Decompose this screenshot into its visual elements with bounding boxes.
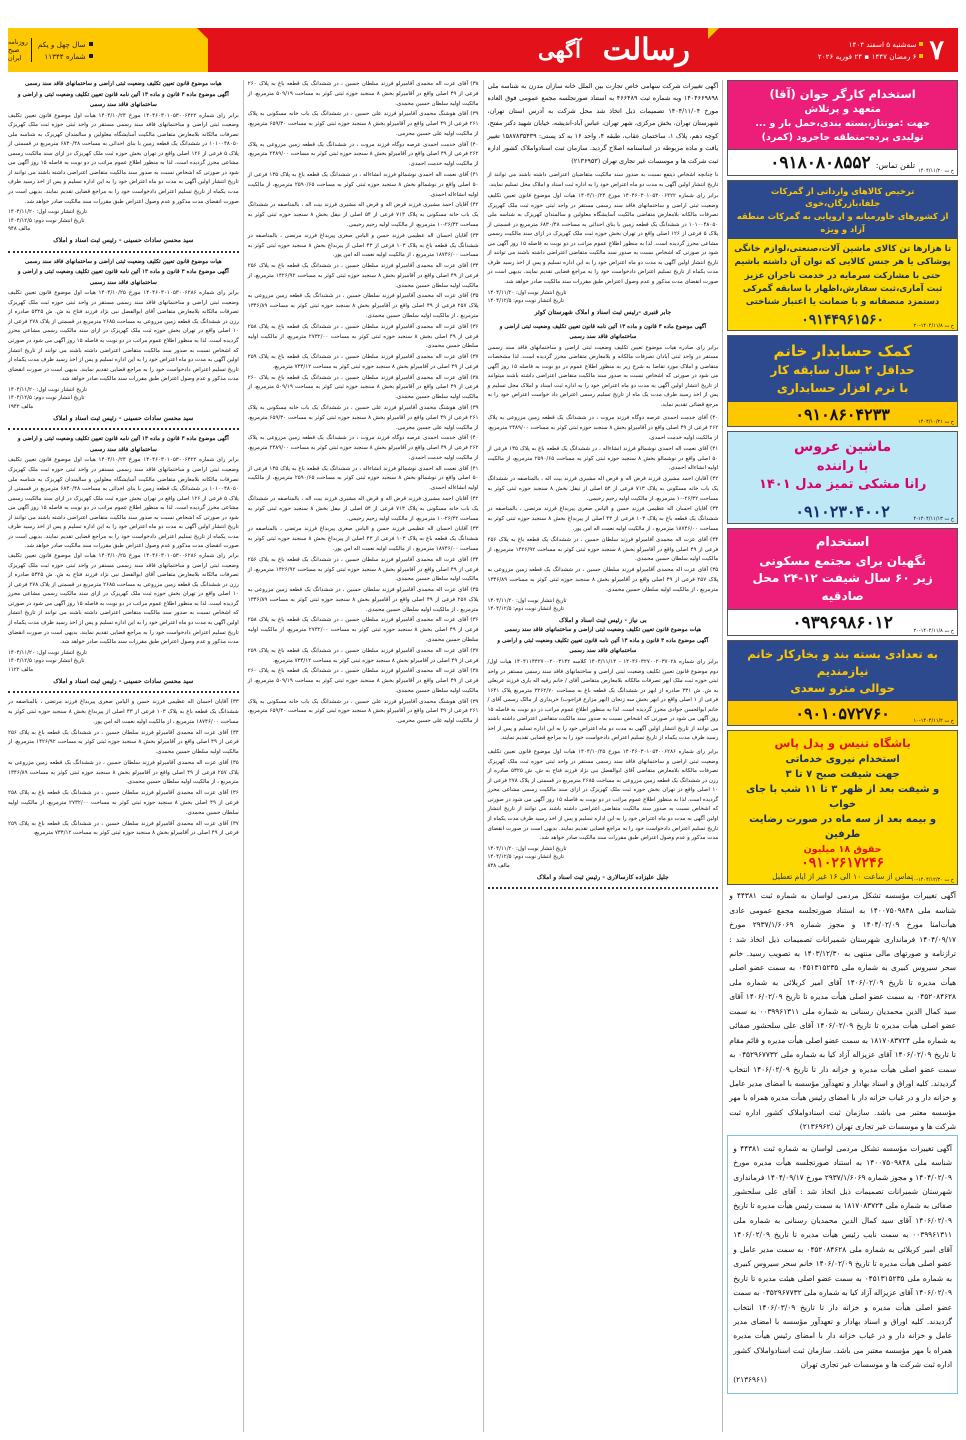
bullet-square-icon xyxy=(89,54,93,58)
ad-line: و شیفت بعد از ظهر ۳ تا ۱۱ شب با جای خواب xyxy=(745,784,940,811)
ad-line: ترخیص کالاهای وارداتی از گمرکات جلفا،بازرگان،خوی xyxy=(770,185,915,209)
ad-line: استخدام نیروی خدماتی xyxy=(785,754,900,766)
intro-note: نا چنانچه اشخاص ذینفع نسبت به صدور سند مالکیت متقاضیان اعتراضی داشته باشند می توانند از تاریخ انتشار اولین آگهی به مدت دو ماه اعتراض خود را به اداره ثبت اسناد و املاک محل تسلیم نمایند. xyxy=(487,172,719,189)
publish-date-first: تاریخ انتشار نوبت اول: ۱۴۰۴/۱۱/۲۰ xyxy=(487,845,567,852)
ad-phone-number[interactable]: ۰۹۱۰۸۶۰۴۲۳۳ xyxy=(795,405,890,425)
list-item: ۳۳) آقایان احسان اله عظیمی فرزند حسن و الیاس صغری پیربداغ فرزند مرتضی ، بالمناصفه در ششدانگ یک قطعه باغ به پلاک ۱۰۳ فرعی از ۴۳ اصلی از پیربداغ بخش ۸ سنجبد حوزه ثبتی کوثر به مساحت ۱۸۷۴۶/۰۰ مترمربع ، از مالکیت اولیه نعمت اله امن پور. xyxy=(247,526,479,552)
notice-code: مالف ۱۱۲۲ xyxy=(8,666,34,673)
notice-code: مالف ۸۳۸ xyxy=(487,862,510,869)
notice-body: برابر رای شماره ۱۴۰۴۶۰۳۲۷۰۰۲۰۳۷۰۲۸ - ۱۴۰۴/۱۱/۱۴ کلاسه ۱۴۰۴۱۱۴۴۲۷۰۰۲۰۰۳۱۴۲ هیات اول/دوم موضوع قانون تعیین تکلیف وضعیت ثبتی اراضی و ساختمانهای فاقد سند رسمی مستقر در واحد ثبتی حوزه ثبت ملک ابهر تصرفات مالکانه بلامعارض متقاضی آقای / خانم رقیه اله یاری فرزند عربعلی به ش. ش ۳۳۱ صادره از ابهر در ششدانگ یک قطعه باغ به مساحت ۳۲۶۲/۷۰ مترمربع پلاک ۱۶۴۱ فرعی از ۱ اصلی واقع در ابهر بخش سه زنجان (ابهر مزارع قراجوب) خریداری از مالک رسمی آقای / خانم ابوالحسن جوادی محرز گردیده است. لذا به منظور اطلاع عموم مراتب در دو نوبت به فاصله ۱۵ روز آگهی می شود در صورتی که اشخاص نسبت به صدور سند مالکیت متقاضی اعتراضی داشته باشند می توانند از تاریخ انتشار اولین آگهی به مدت دو ماه اعتراض خود را به این اداره تسلیم و پس از اخذ رسید ظرف مدت یکماه از تاریخ تسلیم اعتراض دادخواست خود را به مراجع قضایی تقدیم نمایند. xyxy=(487,658,719,742)
ad-line: حتی با مشارکت سرمایه در خدمت تاجران عزیز xyxy=(744,270,941,281)
ad-phone-number[interactable]: ۰۹۱۰۲۳۰۴۰۰۲ xyxy=(795,502,890,522)
ad-line: دستمزد منصفانه و با ضمانت یا اعتبار شناختی xyxy=(745,297,940,308)
list-item: ۳۷) آقای عزت اله محمدی آقامیرلو فرزند سلطان حسین ، در ششدانگ یک قطعه باغ به پلاک ۲۵۹ فرعی از ۴۹ اصلی در آقامیرلو بخش ۸ سنجبد حوزه ثبتی کوثر به مساحت ۷۳۴/۱۲ مترمربع، xyxy=(247,354,479,370)
newspaper-logo: رسالت xyxy=(602,32,690,68)
page-number: ۷ xyxy=(929,34,944,66)
notice-title-2: آگهی موضوع ماده ۳ قانون و ماده ۱۳ آئین نامه قانون تعیین تکلیف وضعیت ثبتی و اراضی و xyxy=(497,637,709,644)
legal-notice-lavasan-2 xyxy=(727,1135,958,1394)
publish-date-first: تاریخ انتشار نوبت اول: ۱۴۰۴/۱۱/۲۰ xyxy=(8,209,87,216)
ad-line: با نرم افزار حسابداری xyxy=(776,380,909,395)
notice-title-b: ساختمانهای فاقد سند رسمی xyxy=(569,334,637,341)
corner-triangle-icon xyxy=(708,28,719,39)
ad-phone-band[interactable] xyxy=(728,401,957,426)
phone-label: تلفن تماس: xyxy=(875,160,916,170)
list-item: ۴۰) آقای خدمت احمدی عرصه دوگاه فرزند مروت ، در ششدانگ یک قطعه زمین مزروعی به پلاک ۲۶۲ فرعی از ۴۹ اصلی واقع در آقامیرلو بخش ۸ سنجبد حوزه ثبتی کوثر به مساحت ۲۴۸۹/۰۰ مترمربع، از مالکیت اولیه خدمت احمدی. xyxy=(247,435,479,461)
issue-number: شماره ۱۱۳۴۴ xyxy=(44,51,86,61)
masthead-left-date-block xyxy=(708,28,958,72)
ad-employment-young-worker[interactable] xyxy=(727,80,958,176)
notice-signature: سید محسن سادات حسینی - رئیس ثبت اسناد و املاک xyxy=(53,237,194,245)
ad-wedding-car-rental[interactable] xyxy=(727,431,958,524)
list-item: ۳۹) آقای هوشنگ محمدی آقامیرلو فرزند علی حسین ، در ششدانگ یک باب خانه مسکونی به پلاک ۲۶۱ فرعی از ۴۹ اصلی واقع در آقامیرلو بخش ۸ سنجبد حوزه ثبتی کوثر به مساحت ۶۵۹/۳۰ مترمربع، از مالکیت اولیه علی حسین محرمی. xyxy=(247,111,479,137)
list-item: ۳۸) آقای عزت اله محمدی آقامیرلو فرزند سلطان حسین ، در ششدانگ یک قطعه باغ به پلاک ۲۶۰ فرعی از ۴۹ اصلی واقع در آقامیرلو بخش ۸ سنجبد حوزه ثبتی کوثر به مساحت ۵۰۹/۱۹ مترمربع، از مالکیت اولیه سلطان حسین محمدی. xyxy=(247,374,479,401)
deed-notice xyxy=(488,748,719,883)
ad-body-band xyxy=(728,239,957,330)
date-lunar-row xyxy=(818,52,924,61)
ad-title: به تعدادی بسته بند و بخارکار خانم نیازمندیم xyxy=(747,647,938,678)
year-row xyxy=(38,40,93,49)
ad-line: متعهد و پرتلاش xyxy=(804,103,881,115)
ad-phone-band[interactable] xyxy=(728,700,957,725)
notice-body-cont: برابر رای شماره ۱۴۰۴۶۰۳۰۱۰۵۳۰۰۶۲۸۶ مورخ ۱۴۰۴/۱۰/۲۵ هیات اول موضوع قانون تعیین تکلیف وضعیت ثبتی اراضی و ساختمانهای فاقد سند رسمی مستقر در واحد ثبتی حوزه ثبت ملک کهریزک تصرفات مالکانه بلامعارض متقاضی آقای ابوالفضل نبی نژاد فرزند فتاح به ش. ش ۵۳۲۵ صادره از رزن در ششدانگ یک قطعه زمین مزروعی به مساحت ۲۶۸۵ مترمربع در قسمتی از پلاک ۲۷۸ فرعی از ۱۰ اصلی واقع در تهران بخش حوزه ثبت ملک کهریزک در ازای سند مالکیت رسمی مشاعی محرز گردیده است. لذا به منظور اطلاع عموم مراتب در دو نوبت به فاصله ۱۵ روز آگهی می شود در صورتی که اشخاص نسبت به صدور سند مالکیت متقاضی اعتراضی داشته باشند می توانند از تاریخ انتشار اولین آگهی به مدت دو ماه اعتراض خود را به این اداره تسلیم و پس از اخذ رسید ظرف مدت یکماه از تاریخ تسلیم اعتراض دادخواست خود را به مراجع قضایی تقدیم نمایند. بدیهی است در صورت انقضای مدت مذکور و عدم وصول اعتراض طبق مقررات سند مالکیت صادر خواهد شد. xyxy=(8,553,239,646)
deed-notice xyxy=(8,435,239,687)
publish-date-first: تاریخ انتشار نوبت اول: ۱۴۰۴/۱۱/۲۰ xyxy=(487,289,567,296)
list-item: ۳۵) آقای عزت اله محمدی آقامیرلو فرزند سلطان حسین ، در ششدانگ یک قطعه زمین مزروعی به پلاک ۲۵۷ فرعی از ۴۹ اصلی واقع در آقامیرلو بخش ۸ سنجبد حوزه ثبتی کوثر به مساحت ۱۳۴۶/۸۹ مترمربع ، از مالکیت اولیه سلطان حسین محمدی. xyxy=(8,759,239,786)
ad-tennis-padel-club[interactable] xyxy=(727,730,958,885)
ad-reference-code: خ ت ۱۴۰۴/۱۱/۱۳-۴ xyxy=(913,516,954,523)
ad-packers-and-ironers[interactable] xyxy=(727,640,958,726)
ad-line: و بیمه بعد از سه ماه در صورت رضایت طرفین xyxy=(749,814,937,841)
deed-notice xyxy=(488,597,719,745)
notice-title-2: آگهی موضوع ماده ۳ قانون و ماده ۱۳ آئین نامه قانون تعیین تکلیف وضعیت ثبتی و اراضی و xyxy=(17,436,229,443)
paper-descriptor xyxy=(8,38,32,62)
publish-date-first: تاریخ انتشار نوبت اول: ۱۴۰۴/۱۱/۲۰ xyxy=(8,386,87,393)
numbered-entry-list xyxy=(248,80,479,727)
ad-line: حوالی مترو سعدی xyxy=(790,680,895,695)
publish-date-first: تاریخ انتشار نوبت اول: ۱۴۰۴/۱۱/۲۰ xyxy=(8,649,87,656)
list-item: ۴۲) آقایان احمد مشیری فرزند قرض اله و قرض اله مشیری فرزند بیت اله ، بالمناصفه در ششدانگ یک باب خانه مسکونی به پلاک ۷۱۳ فرعی از ۵۴ اصلی از نیفل بخش ۸ سنجبد حوزه ثبتی کوثر به مساحت ۲۶/۳۲-۱۰ مترمربع، از مالکیت اولیه رحیم رحیمی. xyxy=(247,202,479,228)
list-item: ۳۶) آقای عزت اله محمدی آقامیرلو فرزند سلطان حسین ، در ششدانگ یک قطعه باغ به پلاک ۲۵۸ فرعی از ۴۹ اصلی بخش ۸ سنجبد حوزه ثبتی کوثر به مساحت ۲۷۳۲/۰۰ مترمربع، از مالکیت اولیه سلطان حسین محمدی. xyxy=(8,790,239,816)
list-item: ۳۹) آقای هوشنگ محمدی آقامیرلو فرزند علی حسین ، در ششدانگ یک باب خانه مسکونی به پلاک ۲۶۱ فرعی از ۴۹ اصلی واقع در آقامیرلو بخش ۸ سنجبد حوزه ثبتی کوثر به مساحت ۶۵۹/۳۰ مترمربع، از مالکیت اولیه علی حسین محرمی. xyxy=(247,698,479,725)
deed-notice xyxy=(488,192,719,319)
notice-body: برابر رای شماره ۱۴۰۴۶۰۳۰۱۰۵۳۰۰۶۲۸۶ مورخ ۱۴۰۴/۱۰/۲۵ هیات اول موضوع قانون تعیین تکلیف وضعیت ثبتی اراضی و ساختمانهای فاقد سند رسمی مستقر در واحد ثبتی حوزه ثبت ملک کهریزک تصرفات مالکانه بلامعارض متقاضی آقای ابوالفضل نبی نژاد فرزند فتاح به ش. ش ۵۳۲۵ صادره از رزن در ششدانگ یک قطعه زمین مزروعی به مساحت ۲۶۸۵ مترمربع در قسمتی از پلاک ۲۷۸ فرعی از ۱۰ اصلی واقع در تهران بخش حوزه ثبت ملک کهریزک در ازای سند مالکیت رسمی مشاعی محرز گردیده است. لذا به منظور اطلاع عموم مراتب در دو نوبت به فاصله ۱۵ روز آگهی می شود در صورتی که اشخاص نسبت به صدور سند مالکیت متقاضی اعتراضی داشته باشند می توانند از تاریخ انتشار اولین آگهی به مدت دو ماه اعتراض خود را به این اداره تسلیم و پس از اخذ رسید ظرف مدت یکماه از تاریخ تسلیم اعتراض دادخواست خود را به مراجع قضایی تقدیم نمایند. بدیهی است در صورت انقضای مدت مذکور و عدم وصول اعتراض طبق مقررات سند مالکیت صادر خواهد شد. xyxy=(8,290,239,383)
notice-signature-kosar: جابر قنبری -رئیس ثبت اسناد و املاک شهرستان کوثر xyxy=(534,308,672,316)
notice-title-3: ساختمانهای فاقد سند رسمی xyxy=(569,648,637,655)
ad-line: جهت شیفت صبح ۷ تا ۳ xyxy=(785,769,900,781)
ad-title: باشگاه تنیس و پدل پاس xyxy=(774,736,911,751)
ad-customs-clearance[interactable] xyxy=(727,180,958,331)
ad-reference-code: خ ت ۱۴۰۴/۱۰/۲۱ xyxy=(918,419,954,426)
ad-reference-code: خ ت ۱۴۰۴/۱۱/۸-۲۰ xyxy=(913,322,954,329)
list-item: ۳۷) آقای عزت اله محمدی آقامیرلو فرزند سلطان حسین ، در ششدانگ یک قطعه باغ به پلاک ۲۵۹ فرعی از ۴۹ اصلی در آقامیرلو بخش ۸ سنجبد حوزه ثبتی کوثر به مساحت ۷۳۴/۱۲ مترمربع، xyxy=(247,647,479,664)
ad-line: جهت :مونتاژ،بسته بندی،حمل بار و ... xyxy=(755,118,930,130)
notice-title-2: آگهی موضوع ماده ۳ قانون و ماده ۱۳ آئین نامه قانون تعیین تکلیف وضعیت ثبتی و اراضی و xyxy=(17,91,229,98)
ad-header-band xyxy=(728,181,957,239)
column-rule xyxy=(483,80,484,1432)
ad-reference-code: خ ت ۱۴۰۴/۱۲/۳۰-۱۰ xyxy=(910,877,954,884)
ad-phone-number[interactable]: ۰۹۰۱۰۵۷۲۷۶۰ xyxy=(795,704,890,724)
notice-title-1: هیات موضوع قانون تعیین تکلیف وضعیت ثبتی اراضی و ساختمانهای فاقد سند رسمی xyxy=(24,258,222,265)
ad-reference-code: خ ت ۱۴۰۴/۱۱/۲-۱۰ xyxy=(913,718,954,725)
notice-body: برابر رای شماره ۱۴۰۴۶۰۳۰۱۰۵۳۰۰۶۴۲۲ مورخ ۱۴۰۴/۱۰/۲۴ هیات اول موضوع قانون تعیین تکلیف وضعیت ثبتی اراضی و ساختمانهای فاقد سند رسمی مستقر در واحد ثبتی حوزه ثبت ملک کهریزک تصرفات مالکانه بلامعارض متقاضی مالکیت آسایشگاه معلولین و سالمندان کهریزک به شناسه ملی ۱۰۱۰۰۴۸۰۵۰ در ششدانگ یک قطعه زمین با بنای احداثی به مساحت ۶۸۳۰/۴۸ مترمربع در قسمتی از پلاک ۵ فرعی از ۱۲۶ اصلی واقع در تهران بخش حوزه ثبت ملک کهریزک در ازای سند مالکیت رسمی مشاعی محرز گردیده است. لذا به منظور اطلاع عموم مراتب در دو نوبت به فاصله ۱۵ روز آگهی می شود در صورتی که اشخاص نسبت به صدور سند مالکیت متقاضی اعتراضی داشته باشند می توانند از تاریخ انتشار اولین آگهی به مدت دو ماه اعتراض خود را به این اداره تسلیم و پس از اخذ رسید ظرف مدت یکماه از تاریخ تسلیم اعتراض دادخواست خود را به مراجع قضایی تقدیم نمایند. بدیهی است در صورت انقضای مدت مذکور و عدم وصول اعتراض طبق مقررات سند مالکیت صادر خواهد شد. xyxy=(8,112,239,205)
column-deed-notices-right xyxy=(8,80,239,1432)
ad-phone-number[interactable]: ۰۹۳۹۶۹۸۶۰۱۲ xyxy=(792,613,893,634)
list-item: ۳۹) آقای هوشنگ محمدی آقامیرلو فرزند علی حسین ، در ششدانگ یک باب خانه مسکونی به پلاک ۲۶۱ فرعی از ۴۹ اصلی واقع در آقامیرلو بخش ۸ سنجبد حوزه ثبتی کوثر به مساحت ۶۵۹/۳۰ مترمربع، از مالکیت اولیه علی حسین محرمی. xyxy=(247,405,479,431)
column-rule xyxy=(243,80,244,1432)
ad-employment-security-guard[interactable] xyxy=(727,528,958,636)
notice-title-a: آگهی موضوع ماده ۳ قانون و ماده ۱۳ آئین نامه قانون تعیین تکلیف وضعیت ثبتی اراضی و xyxy=(499,323,707,330)
publish-date-second: تاریخ انتشار نوبت دوم: ۱۴۰۴/۱۲/۵ xyxy=(487,606,564,613)
publish-date-second: تاریخ انتشار نوبت دوم: ۱۴۰۴/۱۲/۵ xyxy=(487,854,564,861)
list-item: ۴۱) آقای نعمت اله احمدی نوشمالو فرزند انشاءاله ، در ششدانگ یک قطعه باغ به پلاک ۱۳۵ فرعی از ۵۰ اصلی واقع در نوشمالو بخش ۸ سنجبد حوزه ثبتی کوثر به مساحت ۲۵۹۰/۶۵ مترمربع، از مالکیت اولیه انشاءاله احمدی. xyxy=(247,465,479,492)
publish-date-first: تاریخ انتشار نوبت اول: ۱۴۰۴/۱۱/۲۰ xyxy=(487,597,567,604)
column-numbered-entries xyxy=(248,80,479,1432)
list-item: ۳۴) آقای عزت اله محمدی آقامیرلو فرزند سلطان حسین ، در ششدانگ یک قطعه باغ به پلاک ۲۵۶ فرعی از ۴۹ اصلی واقع در آقامیرلو بخش ۸ سنجبد حوزه ثبتی کوثر به مساحت ۱۴۲۶/۹۲ مترمربع، از مالکیت اولیه سلطان حسین محمدی. xyxy=(487,536,719,563)
notice-body: برابر رای شماره ۱۴۰۴۶۰۳۰۱۰۵۳۰۰۶۲۸۶ مورخ ۱۴۰۴/۱۰/۲۵ هیات اول موضوع قانون تعیین تکلیف وضعیت ثبتی اراضی و ساختمانهای فاقد سند رسمی مستقر در واحد ثبتی حوزه ثبت ملک کهریزک تصرفات مالکانه بلامعارض متقاضی آقای ابوالفضل نبی نژاد فرزند فتاح به ش. ش ۵۳۲۵ صادره از رزن در ششدانگ یک قطعه زمین مزروعی به مساحت ۲۶۸۵ مترمربع در قسمتی از پلاک ۲۷۸ فرعی از ۱۰ اصلی واقع در تهران بخش حوزه ثبت ملک کهریزک در ازای سند مالکیت رسمی مشاعی محرز گردیده است. لذا به منظور اطلاع عموم مراتب در دو نوبت به فاصله ۱۵ روز آگهی می شود در صورتی که اشخاص نسبت به صدور سند مالکیت متقاضی اعتراضی داشته باشند می توانند از تاریخ انتشار اولین آگهی به مدت دو ماه اعتراض خود را به این اداره تسلیم و پس از اخذ رسید ظرف مدت یکماه از تاریخ تسلیم اعتراض دادخواست خود را به مراجع قضایی تقدیم نمایند. بدیهی است در صورت انقضای مدت مذکور و عدم وصول اعتراض طبق مقررات سند مالکیت صادر خواهد شد. xyxy=(487,749,719,842)
content-columns xyxy=(8,80,958,1432)
ad-title: کمک حسابدار خانم xyxy=(773,341,912,360)
ad-assistant-accountant[interactable] xyxy=(727,335,958,428)
bullet-square-icon xyxy=(919,54,923,58)
list-item: ۳۸) آقای عزت اله محمدی آقامیرلو فرزند سلطان حسین ، در ششدانگ یک قطعه باغ به پلاک ۲۶۰ فرعی از ۴۹ اصلی واقع در آقامیرلو بخش ۸ سنجبد حوزه ثبتی کوثر به مساحت ۵۰۹/۱۹ مترمربع، از مالکیت اولیه سلطان حسین محمدی. xyxy=(247,81,479,107)
notice-title-1: هیات موضوع قانون تعیین تکلیف وضعیت ثبتی اراضی و ساختمانهای فاقد سند رسمی xyxy=(504,627,702,634)
ad-line: تا هزارها تن کالای ماشین آلات،صنعتی،لوازم خانگی xyxy=(734,244,952,255)
notice-title-3: ساختمانهای فاقد سند رسمی xyxy=(89,279,157,286)
ad-line: ثبت آماری،ثبت سفارش،اظهار با سابقه گمرکی xyxy=(742,284,943,295)
deed-notice xyxy=(8,80,239,247)
list-item: ۳۳) آقایان احسان اله عظیمی فرزند حسن و الیاس صغری پیربداغ فرزند مرتضی ، بالمناصفه در ششدانگ یک قطعه باغ به پلاک ۱۰۳ فرعی از ۴۳ اصلی از پیربداغ بخش ۸ سنجبد حوزه ثبتی کوثر به مساحت ۱۸۷۴۶/۰۰ مترمربع ، از مالکیت اولیه نعمت اله امن پور. xyxy=(487,506,719,533)
column-rule xyxy=(722,80,723,1432)
corner-triangle-icon xyxy=(197,28,208,39)
paper-line-2: صبح xyxy=(8,46,20,54)
ad-reference-code: خ ت ۱۴۰۴/۱۱/۲۰ xyxy=(918,167,954,174)
masthead-meta xyxy=(38,40,93,61)
ad-phone-band[interactable] xyxy=(728,149,957,175)
notice-code: مالف ۱۹۴۲ xyxy=(8,404,34,411)
list-item: ۳۶) آقای عزت اله محمدی آقامیرلو فرزند سلطان حسین ، در ششدانگ یک قطعه باغ به پلاک ۲۵۸ فرعی از ۴۹ اصلی بخش ۸ سنجبد حوزه ثبتی کوثر به مساحت ۲۷۳۲/۰۰ مترمربع، از مالکیت اولیه سلطان حسین محمدی. xyxy=(247,617,479,643)
publish-date-second: تاریخ انتشار نوبت دوم: ۱۴۰۴/۱۲/۵ xyxy=(8,217,85,224)
publish-date-second: تاریخ انتشار نوبت دوم: ۱۴۰۴/۱۲/۵ xyxy=(8,658,85,665)
list-item: ۴۰) آقای خدمت احمدی عرصه دوگاه فرزند مروت ، در ششدانگ یک قطعه زمین مزروعی به پلاک ۲۶۲ فرعی از ۴۹ اصلی واقع در آقامیرلو بخش ۸ سنجبد حوزه ثبتی کوثر به مساحت ۲۴۸۹/۰۰ مترمربع، از مالکیت اولیه خدمت احمدی. xyxy=(247,141,479,168)
numbered-entry-list xyxy=(8,698,239,839)
list-item: ۴۲) آقایان احمد مشیری فرزند قرض اله و قرض اله مشیری فرزند بیت اله ، بالمناصفه در ششدانگ یک باب خانه مسکونی به پلاک ۷۱۳ فرعی از ۵۴ اصلی از نیفل بخش ۸ سنجبد حوزه ثبتی کوثر به مساحت ۲۶/۳۲-۱۰ مترمربع، از مالکیت اولیه رحیم رحیمی. xyxy=(247,496,479,522)
date-solar-row xyxy=(818,40,924,49)
ad-phone-number[interactable]: ۰۹۱۴۴۹۶۱۵۶۰ xyxy=(801,311,884,328)
ad-title: استخدام xyxy=(815,535,870,551)
bullet-square-icon xyxy=(919,42,923,46)
notice-title-3: ساختمانهای فاقد سند رسمی xyxy=(89,446,157,453)
list-item: ۳۸) آقای عزت اله محمدی آقامیرلو فرزند سلطان حسین ، در ششدانگ یک قطعه باغ به پلاک ۲۶۰ فرعی از ۴۹ اصلی واقع در آقامیرلو بخش ۸ سنجبد حوزه ثبتی کوثر به مساحت ۵۰۹/۱۹ مترمربع، از مالکیت اولیه سلطان حسین محمدی. xyxy=(247,668,479,694)
list-item: ۳۶) آقای عزت اله محمدی آقامیرلو فرزند سلطان حسین ، در ششدانگ یک قطعه باغ به پلاک ۲۵۸ فرعی از ۴۹ اصلی بخش ۸ سنجبد حوزه ثبتی کوثر به مساحت ۲۷۳۲/۰۰ مترمربع، از مالکیت اولیه سلطان حسین محمدی. xyxy=(247,323,479,350)
section-title: آگهی xyxy=(538,37,582,63)
ad-line: حداقل ۲ سال سابقه کار xyxy=(770,363,915,378)
ad-line: از کشورهای خاورمیانه و اروپایی به گمرکات منطقه آزاد و ویژه xyxy=(736,210,949,234)
section-divider xyxy=(8,251,239,253)
ad-phone-band[interactable] xyxy=(728,499,957,523)
ad-salary: حقوق ۱۸ میلیون xyxy=(803,844,882,856)
notice-signature-zanjan: جلیل علیزاده کارسالاری - رئیس ثبت اسناد و املاک xyxy=(536,873,669,881)
kosar-deed-notice xyxy=(488,323,719,411)
notice-title-3: ساختمانهای فاقد سند رسمی xyxy=(89,102,157,108)
section-divider xyxy=(8,691,239,693)
notice-reference: (۲۱۳۶۹۶۲) xyxy=(799,1122,834,1132)
ad-line: پوشاکی یا هر جنس کالایی که توان آن داشته باشیم xyxy=(734,257,951,268)
issue-row xyxy=(38,52,93,61)
publication-year: سال چهل و یکم xyxy=(37,39,86,49)
list-item: ۳۴) آقای عزت اله محمدی آقامیرلو فرزند سلطان حسین ، در ششدانگ یک قطعه باغ به پلاک ۲۵۶ فرعی از ۴۹ اصلی واقع در آقامیرلو بخش ۸ سنجبد حوزه ثبتی کوثر به مساحت ۱۴۲۶/۹۲ مترمربع، از مالکیت اولیه سلطان حسین محمدی. xyxy=(247,263,479,289)
ad-phone-band[interactable] xyxy=(728,609,957,635)
notice-body: آگهی تغییرات مؤسسه تشکل مردمی لواسان به شماره ثبت ۴۴۳۸۱ و شناسه ملی ۱۴۰۰۷۵۰۹۸۴۸ به استناد صورتجلسه هیأت مدیره مورخ ۱۴۰۴/۰۲/۰۹ و مجوز شماره ۲۹۳۷/۱/۶۰۶۹ مورخ ۱۴۰۴/۰۹/۱۷ فرمانداری شهرستان شمیرانات تصمیمات ذیل اتخاذ شد : آقای علی سلحشور صفائی به شماره ملی ۱۸۱۷۰۸۳۷۲۴ به سمت رئیس هیأت مدیره تا تاریخ ۱۴۰۶/۰۲/۰۹ آقای سید کمال الدین محمدیان رسنانی به شماره ملی ۰۰۳۹۹۶۱۳۱۱ به سمت نایب رئیس هیأت مدیره تا تاریخ ۱۴۰۶/۰۲/۰۹ آقای امیر کربلائی به شماره ملی ۰۴۵۲۰۸۴۶۲۸ به سمت مدیر عامل و عضو اصلی هیأت مدیره تا تاریخ ۱۴۰۶/۰۲/۰۹ خانم سحر سیروس کبیری به شماره ملی ۰۴۵۱۳۱۵۲۳۵ به سمت عضو اصلی هیئت مدیره تا تاریخ ۱۴۰۶/۰۲/۰۹ آقای عزیزاله آزاد کیا به شماره ملی ۰۴۵۲۹۶۷۷۳۲ به سمت عضو اصلی هیأت مدیره و خزانه دار تا تاریخ ۱۴۰۶/۰۳/۰۹ انتخاب گردیدند. کلیه اوراق و اسناد بهادار و تعهدآور مؤسسه با امضای مدیر عامل و خزانه دار و در غیاب خزانه دار با امضای رئیس هیأت مدیره همراه با مهر مؤسسه معتبر می باشد. سازمان ثبت اسنادواملاک کشور اداره ثبت شرکت ها و موسسات غیر تجاری تهران xyxy=(733,1143,953,1370)
list-item: ۳۴) آقای عزت اله محمدی آقامیرلو فرزند سلطان حسین ، در ششدانگ یک قطعه باغ به پلاک ۲۵۶ فرعی از ۴۹ اصلی واقع در آقامیرلو بخش ۸ سنجبد حوزه ثبتی کوثر به مساحت ۱۴۲۶/۹۲ مترمربع، از مالکیت اولیه سلطان حسین محمدی. xyxy=(8,729,239,756)
notice-signature: سید محسن سادات حسینی - رئیس ثبت اسناد و املاک xyxy=(53,414,194,422)
list-item: ۴۲) آقایان احمد مشیری فرزند قرض اله و قرض اله مشیری فرزند بیت اله ، بالمناصفه در ششدانگ یک باب خانه مسکونی به پلاک ۷۱۳ فرعی از ۵۴ اصلی از نیفل بخش ۸ سنجبد حوزه ثبتی کوثر به مساحت ۲۶/۳۲-۱۰ مترمربع، از مالکیت اولیه رحیم رحیمی. xyxy=(487,476,719,502)
masthead-dates xyxy=(818,40,924,61)
numbered-entry-list xyxy=(488,414,719,595)
notice-reference: (۲۱۳۶۹۶۱) xyxy=(733,1374,767,1384)
notice-title-2: آگهی موضوع ماده ۳ قانون و ماده ۱۳ آئین نامه قانون تعیین تکلیف وضعیت ثبتی و اراضی و xyxy=(17,269,229,276)
list-item: ۳۴) آقای عزت اله محمدی آقامیرلو فرزند سلطان حسین ، در ششدانگ یک قطعه باغ به پلاک ۲۵۶ فرعی از ۴۹ اصلی واقع در آقامیرلو بخش ۸ سنجبد حوزه ثبتی کوثر به مساحت ۱۴۲۶/۹۲ مترمربع، از مالکیت اولیه سلطان حسین محمدی. xyxy=(247,556,479,583)
notice-title-1: هیات موضوع قانون تعیین تکلیف وضعیت ثبتی اراضی و ساختمانهای فاقد سند رسمی xyxy=(24,81,222,87)
date-solar: سه‌شنبه ۵ اسفند ۱۴۰۴ xyxy=(848,39,917,49)
ad-line: زیر ۶۰ سال شیفت ۱۲-۲۴ محل صادقیه xyxy=(752,571,933,603)
ad-line: تولیدی پرده-منطقه جاجرود (کمرد) xyxy=(761,131,924,143)
date-lunar-gregorian: ۶ رمضان ۱۴۴۷ ▪ ۲۴ فوریه ۲۰۲۶ xyxy=(817,51,917,61)
publish-date-second: تاریخ انتشار نوبت دوم: ۱۴۰۴/۱۲/۵ xyxy=(8,395,85,402)
list-item: ۳۳) آقایان احسان اله عظیمی فرزند حسن و الیاس صغری پیربداغ فرزند مرتضی ، بالمناصفه در ششدانگ یک قطعه باغ به پلاک ۱۰۳ فرعی از ۴۳ اصلی از پیربداغ بخش ۸ سنجبد حوزه ثبتی کوثر به مساحت ۱۸۷۴۶/۰۰ مترمربع ، از مالکیت اولیه نعمت اله امن پور. xyxy=(247,232,479,259)
deed-notice xyxy=(8,258,239,425)
notice-body: آگهی تغییرات مؤسسه تشکل مردمی لواسان به شماره ثبت ۴۴۳۸۱ و شناسه ملی ۱۴۰۰۷۵۰۹۸۴۸ به استناد صورتجلسه مجمع عمومی عادی هیأت‌امنا مورخ ۱۴۰۴/۰۲/۰۹ و مجوز شماره ۲۹۳۷/۱/۶۰۶۹ مورخ ۱۴۰۴/۰۹/۱۷ فرمانداری شهرستان شمیرانات تصمیمات ذیل اتخاذ شد : ترازنامه و صورتهای مالی منتهی به ۱۴۰۳/۱۲/۳۰ به تصویب رسید. خانم سحر سیروس کبیری به شماره ملی ۰۴۵۱۳۱۵۲۳۵ به سمت عضو اصلی هیأت مدیره تا تاریخ ۱۴۰۶/۰۲/۰۹ آقای امیر کربلائی به شماره ملی ۰۴۵۲۰۸۴۶۲۸ به سمت عضو اصلی هیأت مدیره تا تاریخ ۱۴۰۶/۰۲/۰۹ آقای سید کمال الدین محمدیان رسنانی به شماره ملی ۰۰۳۹۹۶۱۳۱۱ به سمت عضو اصلی هیأت مدیره تا تاریخ ۱۴۰۶/۰۲/۰۹ آقای علی سلحشور صفائی به شماره ملی ۱۸۱۷۰۸۳۷۲۴ به سمت عضو اصلی هیأت مدیره و قائم مقام تا تاریخ ۱۴۰۶/۰۲/۰۹ آقای عزیزاله آزاد کیا به شماره ملی ۰۴۵۲۹۶۷۷۳۲ به سمت عضو اصلی هیأت مدیره و خزانه دار تا تاریخ ۱۴۰۶/۰۲/۰۹ انتخاب گردیدند. کلیه اوراق و اسناد بهادار و تعهدآور مؤسسه با امضای مدیر عامل و خزانه دار و در غیاب خزانه دار با امضای رئیس هیأت مدیره همراه با مهر مؤسسه معتبر می باشد. سازمان ثبت اسنادواملاک کشور اداره ثبت شرکت ها و موسسات غیر تجاری تهران xyxy=(729,891,957,1132)
bullet-square-icon xyxy=(89,42,93,46)
ad-reference-code: خ ت ۱۴۰۴/۱۱/۸-۲۰ xyxy=(913,628,954,635)
masthead-right-info xyxy=(8,28,208,72)
list-item: ۳۵) آقای عزت اله محمدی آقامیرلو فرزند سلطان حسین ، در ششدانگ یک قطعه زمین مزروعی به پلاک ۲۵۷ فرعی از ۴۹ اصلی واقع در آقامیرلو بخش ۸ سنجبد حوزه ثبتی کوثر به مساحت ۱۳۴۶/۸۹ مترمربع ، از مالکیت اولیه سلطان حسین محمدی. xyxy=(487,567,719,593)
notice-body: برابر رای صادره هیات موضوع تعیین تکلیف وضعیت ثبتی اراضی و ساختمانهای فاقد سند رسمی مستقر در واحد ثبتی آبادان تصرفات مالکانه و بلامعارض متقاضی محرز گردیده است. لذا مشخصات متقاضی و املاک مورد تقاضا به شرح زیر به منظور اطلاع عموم در دو نوبت به فاصله ۱۵ روز آگهی می شود در صورتی که اشخاص نسبت به صدور سند مالکیت متقاضی اعتراضی داشته باشند میتوانند از تاریخ انتشار اولین آگهی به مدت دو ماه اعتراض خود را به اداره ثبت اسناد و املاک محل تسلیم و پس از اخذ رسید ظرف مدت یک ماه از تاریخ تسلیم رسمی اعتراض داد خواست اعتراض خود را به مرجع قضائی تقدیم نماید. xyxy=(487,344,719,408)
masthead xyxy=(8,28,958,72)
publish-date-second: تاریخ انتشار نوبت دوم: ۱۴۰۴/۱۲/۵ xyxy=(487,298,564,305)
list-item: ۴۱) آقای نعمت اله احمدی نوشمالو فرزند انشاءاله ، در ششدانگ یک قطعه باغ به پلاک ۱۳۵ فرعی از ۵۰ اصلی واقع در نوشمالو بخش ۸ سنجبد حوزه ثبتی کوثر به مساحت ۲۵۹۰/۶۵ مترمربع، از مالکیت اولیه انشاءاله احمدی. xyxy=(487,445,719,472)
notice-body: برابر رای شماره ۱۴۰۴۶۰۳۰۱۰۵۳۰۰۶۴۲۲ مورخ ۱۴۰۴/۱۰/۲۴ هیات اول موضوع قانون تعیین تکلیف وضعیت ثبتی اراضی و ساختمانهای فاقد سند رسمی مستقر در واحد ثبتی حوزه ثبت ملک کهریزک تصرفات مالکانه بلامعارض متقاضی مالکیت آسایشگاه معلولین و سالمندان کهریزک به شناسه ملی ۱۰۱۰۰۴۸۰۵۰ در ششدانگ یک قطعه زمین با بنای احداثی به مساحت ۶۸۳۰/۴۸ مترمربع در قسمتی از پلاک ۵ فرعی از ۱۲۶ اصلی واقع در تهران بخش حوزه ثبت ملک کهریزک در ازای سند مالکیت رسمی مشاعی محرز گردیده است. لذا به منظور اطلاع عموم مراتب در دو نوبت به فاصله ۱۵ روز آگهی می شود در صورتی که اشخاص نسبت به صدور سند مالکیت متقاضی اعتراضی داشته باشند می توانند از تاریخ انتشار اولین آگهی به مدت دو ماه اعتراض خود را به این اداره تسلیم و پس از اخذ رسید ظرف مدت یکماه از تاریخ تسلیم اعتراض دادخواست خود را به مراجع قضایی تقدیم نمایند. بدیهی است در صورت انقضای مدت مذکور و عدم وصول اعتراض طبق مقررات سند مالکیت صادر خواهد شد. xyxy=(8,457,239,550)
notice-body: آگهی تغییرات شرکت سهامی خاص تجارت بین الملل خانه سازان مدرن به شناسه ملی ۱۴۰۴۶۶۹۸۹۸ وبه شماره ثبت ۴۶۶۴۸۹ به استناد صورتجلسه مجمع عمومی فوق العاده مورخ ۱۴۰۴/۱۱/۰۴ تصمیمات ذیل اتخاذ شد محل شرکت به آدرس استان تهران، شهرستان تهران، بخش مرکزی، شهر تهران، عباس آباد-اندیشه، خیابان شهید دکتر مفتح، کوچه دهم، پلاک ۱، ساختمان عقاب، طبقه ۴، واحد ۱۶ به کد پستی: ۱۵۸۷۸۳۵۴۳۹ تغییر یافت و ماده مربوطه در اساسنامه اصلاح گردید. سازمان ثبت اسنادواملاک کشور اداره ثبت شرکت ها و موسسات غیر تجاری تهران (۲۱۳۶۹۵۳) xyxy=(487,82,719,165)
list-item: ۳۳) آقایان احسان اله عظیمی فرزند حسن و الیاس صغری پیربداغ فرزند مرتضی ، بالمناصفه در ششدانگ یک قطعه باغ به پلاک ۱۰۳ فرعی از ۴۳ اصلی از پیربداغ بخش ۸ سنجبد حوزه ثبتی کوثر به مساحت ۱۸۷۴۶/۰۰ مترمربع ، از مالکیت اولیه نعمت اله امن پور. xyxy=(8,699,239,725)
ad-title: استخدام کارگر جوان (آقا) xyxy=(769,87,916,101)
list-item: ۴۰) آقای خدمت احمدی عرصه دوگاه فرزند مروت ، در ششدانگ یک قطعه زمین مزروعی به پلاک ۲۶۲ فرعی از ۴۹ اصلی واقع در آقامیرلو بخش ۸ سنجبد حوزه ثبتی کوثر به مساحت ۲۴۸۹/۰۰ مترمربع، از مالکیت اولیه خدمت احمدی. xyxy=(487,415,719,442)
ad-line: رانا مشکی تمیز مدل ۱۴۰۱ xyxy=(758,477,927,493)
notice-code: مالف ۹۴۸ xyxy=(8,226,31,233)
notice-body: برابر رای شماره ۱۴۰۴۶۰۳۰۱۰۵۳۰۰۶۴۲۲ مورخ ۱۴۰۴/۱۰/۲۴ هیات اول موضوع قانون تعیین تکلیف وضعیت ثبتی اراضی و ساختمانهای فاقد سند رسمی مستقر در واحد ثبتی حوزه ثبت ملک کهریزک تصرفات مالکانه بلامعارض متقاضی مالکیت آسایشگاه معلولین و سالمندان کهریزک به شناسه ملی ۱۰۱۰۰۴۸۰۵۰ در ششدانگ یک قطعه زمین با بنای احداثی به مساحت ۶۸۳۰/۴۸ مترمربع در قسمتی از پلاک ۵ فرعی از ۱۲۶ اصلی واقع در تهران بخش حوزه ثبت ملک کهریزک در ازای سند مالکیت رسمی مشاعی محرز گردیده است. لذا به منظور اطلاع عموم مراتب در دو نوبت به فاصله ۱۵ روز آگهی می شود در صورتی که اشخاص نسبت به صدور سند مالکیت متقاضی اعتراضی داشته باشند می توانند از تاریخ انتشار اولین آگهی به مدت دو ماه اعتراض خود را به این اداره تسلیم و پس از اخذ رسید ظرف مدت یکماه از تاریخ تسلیم اعتراض دادخواست خود را به مراجع قضایی تقدیم نمایند. بدیهی است در صورت انقضای مدت مذکور و عدم وصول اعتراض طبق مقررات سند مالکیت صادر خواهد شد. xyxy=(487,192,719,286)
ad-line: نگهبان برای مجتمع مسکونی xyxy=(759,554,926,569)
ad-title: ماشین عروس xyxy=(794,439,892,456)
list-item: ۳۵) آقای عزت اله محمدی آقامیرلو فرزند سلطان حسین ، در ششدانگ یک قطعه زمین مزروعی به پلاک ۲۵۷ فرعی از ۴۹ اصلی واقع در آقامیرلو بخش ۸ سنجبد حوزه ثبتی کوثر به مساحت ۱۳۴۶/۸۹ مترمربع ، از مالکیت اولیه سلطان حسین محمدی. xyxy=(247,293,479,319)
ad-footer-note: تماس از ساعت ۱۰ الی ۱۶ غیر از ایام تعطیل xyxy=(772,872,914,882)
entries-intro-note xyxy=(488,171,719,191)
ad-line: با راننده xyxy=(816,458,869,474)
section-divider xyxy=(8,428,239,430)
ad-phone-number[interactable]: ۰۹۱۸۰۸۰۸۵۵۲ xyxy=(770,152,871,173)
ad-phone-number[interactable]: ۰۹۱۰۲۶۱۷۲۴۶ xyxy=(801,855,884,872)
column-company-notices xyxy=(488,80,719,1432)
paper-line-1: روزنامه xyxy=(8,38,28,46)
column-classified-ads xyxy=(727,80,958,1432)
list-item: ۳۵) آقای عزت اله محمدی آقامیرلو فرزند سلطان حسین ، در ششدانگ یک قطعه زمین مزروعی به پلاک ۲۵۷ فرعی از ۴۹ اصلی واقع در آقامیرلو بخش ۸ سنجبد حوزه ثبتی کوثر به مساحت ۱۳۴۶/۸۹ مترمربع ، از مالکیت اولیه سلطان حسین محمدی. xyxy=(247,587,479,613)
notice-signature: سید محسن سادات حسینی - رئیس ثبت اسناد و املاک xyxy=(53,677,194,685)
masthead-center xyxy=(208,28,708,72)
list-item: ۳۷) آقای عزت اله محمدی آقامیرلو فرزند سلطان حسین ، در ششدانگ یک قطعه باغ به پلاک ۲۵۹ فرعی از ۴۹ اصلی در آقامیرلو بخش ۸ سنجبد حوزه ثبتی کوثر به مساحت ۷۳۴/۱۲ مترمربع، xyxy=(8,820,239,837)
list-item: ۴۱) آقای نعمت اله احمدی نوشمالو فرزند انشاءاله ، در ششدانگ یک قطعه باغ به پلاک ۱۳۵ فرعی از ۵۰ اصلی واقع در نوشمالو بخش ۸ سنجبد حوزه ثبتی کوثر به مساحت ۲۵۹۰/۶۵ مترمربع، از مالکیت اولیه انشاءاله احمدی. xyxy=(247,172,479,198)
notice-signature-biniaz: بی نیاز - رئیس ثبت اسناد و املاک xyxy=(558,616,647,624)
section-divider xyxy=(488,887,719,889)
company-change-notice xyxy=(488,80,719,167)
legal-notice-lavasan-1 xyxy=(727,889,958,1134)
paper-line-3: ایران xyxy=(8,54,22,62)
